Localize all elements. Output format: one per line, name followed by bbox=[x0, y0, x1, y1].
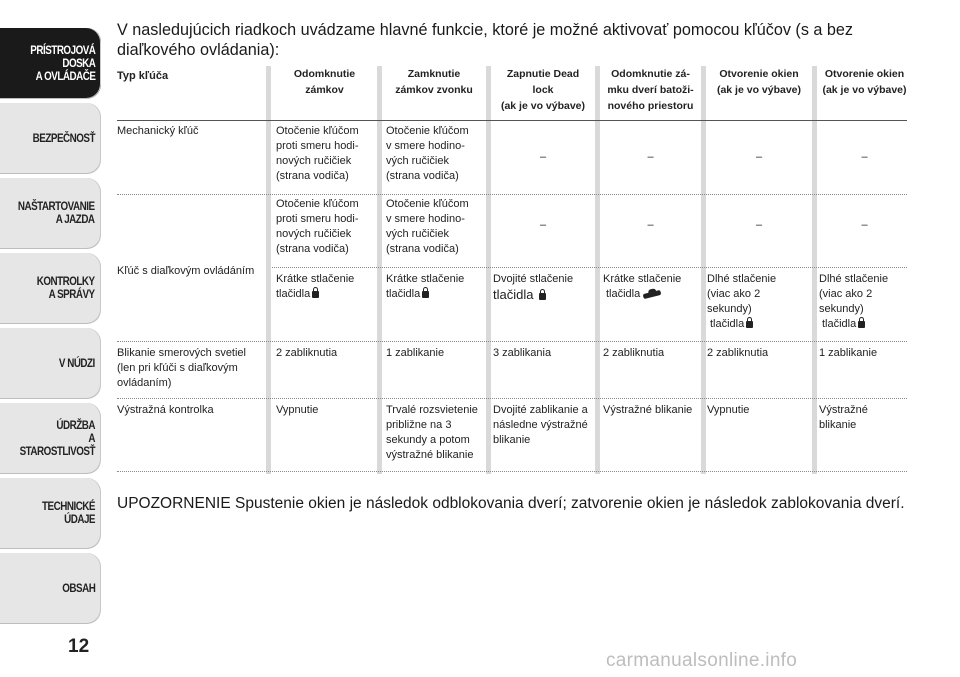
header-unlock: Odomknutie zámkov bbox=[293, 68, 356, 96]
tab-obsah[interactable]: OBSAH bbox=[0, 553, 101, 623]
row-mech-unlock: Otočenie kľúčom proti smeru hodi- nových ručičiek (strana vodiča) bbox=[276, 125, 359, 182]
padlock-icon bbox=[858, 321, 865, 328]
column-divider bbox=[701, 66, 706, 474]
row-remote-btn-win2: Dlhé stlačenie (viac ako 2 sekundy) tlačidla bbox=[819, 273, 889, 330]
row-separator bbox=[117, 398, 907, 399]
tab-v-nudzi[interactable]: V NÚDZI bbox=[0, 328, 101, 398]
tab-nastartovanie[interactable]: NAŠTARTOVANIE A JAZDA bbox=[0, 178, 101, 248]
row-blink-win2: 1 zablikanie bbox=[819, 347, 878, 359]
row-blink-deadlock: 3 zablikania bbox=[493, 347, 552, 359]
row-separator bbox=[272, 267, 907, 268]
row-mech-win2: – bbox=[861, 151, 868, 163]
row-blink-win1: 2 zabliknutia bbox=[707, 347, 769, 359]
row-remote-key-unlock: Otočenie kľúčom proti smeru hodi- nových ručičiek (strana vodiča) bbox=[276, 198, 359, 255]
padlock-icon bbox=[539, 293, 546, 300]
header-rule bbox=[117, 120, 907, 121]
tab-udrzba[interactable]: ÚDRŽBA A STAROSTLIVOSŤ bbox=[0, 403, 101, 473]
row-remote-key-trunk: – bbox=[647, 219, 654, 231]
row-remote-key-deadlock: – bbox=[539, 219, 547, 231]
row-mech-type: Mechanický kľúč bbox=[117, 125, 199, 137]
row-remote-key-win2: – bbox=[861, 219, 868, 231]
padlock-icon bbox=[312, 291, 319, 298]
intro-text: V nasledujúcich riadkoch uvádzame hlavné funkcie, ktoré je možné aktivovať pomocou kľúčov (s a bez diaľkového ovládania): bbox=[117, 21, 854, 59]
header-trunk-unlock: Odomknutie zá- mku dverí batoži- nového priestoru bbox=[607, 68, 694, 112]
row-mech-deadlock: – bbox=[539, 151, 547, 163]
tab-kontrolky[interactable]: KONTROLKY A SPRÁVY bbox=[0, 253, 101, 323]
header-windows-open-1: Otvorenie okien (ak je vo výbave) bbox=[716, 68, 802, 96]
row-warn-win2: Výstražné blikanie bbox=[819, 404, 868, 431]
row-warn-win1: Vypnutie bbox=[707, 404, 750, 416]
row-remote-type: Kľúč s diaľkovým ovládáním bbox=[117, 265, 255, 277]
row-mech-lock: Otočenie kľúčom v smere hodino- vých ručičiek (strana vodiča) bbox=[386, 125, 469, 182]
header-dead-lock: Zapnutie Dead lock (ak je vo výbave) bbox=[500, 68, 586, 112]
row-separator bbox=[117, 341, 907, 342]
row-blink-type: Blikanie smerových svetiel (len pri kľúči s diaľkovým ovládaním) bbox=[117, 347, 246, 389]
row-remote-btn-win1: Dlhé stlačenie (viac ako 2 sekundy) tlačidla bbox=[707, 273, 777, 330]
page-number: 12 bbox=[68, 636, 90, 657]
row-remote-btn-unlock: Krátke stlačenie tlačidla bbox=[276, 273, 355, 300]
header-lock-outside: Zamknutie zámkov zvonku bbox=[395, 68, 473, 96]
padlock-icon bbox=[422, 291, 429, 298]
warning-text: Spustenie okien je následok odblokovania dverí; zatvorenie okien je následok zablokovania dverí. bbox=[230, 495, 905, 512]
row-blink-unlock: 2 zabliknutia bbox=[276, 347, 338, 359]
row-remote-key-lock: Otočenie kľúčom v smere hodino- vých ručičiek (strana vodiča) bbox=[386, 198, 469, 255]
table-bottom-rule bbox=[117, 471, 907, 472]
row-remote-btn-trunk: Krátke stlačenie tlačidla bbox=[603, 273, 682, 300]
car-trunk-icon bbox=[643, 289, 661, 297]
header-windows-open-2: Otvorenie okien (ak je vo výbave) bbox=[822, 68, 907, 96]
warning-label: UPOZORNENIE bbox=[117, 495, 231, 512]
padlock-icon bbox=[746, 321, 753, 328]
row-remote-btn-deadlock: Dvojité stlačenie tlačidla bbox=[493, 273, 574, 302]
column-divider bbox=[595, 66, 600, 474]
row-blink-lock: 1 zablikanie bbox=[386, 347, 445, 359]
row-warn-type: Výstražná kontrolka bbox=[117, 404, 214, 416]
row-mech-trunk: – bbox=[647, 151, 654, 163]
watermark: carmanualsonline.info bbox=[606, 650, 798, 671]
row-warn-lock: Trvalé rozsvietenie približne na 3 sekundy a potom výstražné blikanie bbox=[386, 404, 478, 461]
tab-technicke-udaje[interactable]: TECHNICKÉ ÚDAJE bbox=[0, 478, 101, 548]
row-mech-win1: – bbox=[755, 151, 763, 163]
row-separator bbox=[117, 194, 907, 195]
column-divider bbox=[377, 66, 382, 474]
row-warn-trunk: Výstražné blikanie bbox=[603, 404, 693, 416]
row-warn-unlock: Vypnutie bbox=[276, 404, 319, 416]
row-warn-deadlock: Dvojité zablikanie a následne výstražné blikanie bbox=[493, 404, 588, 446]
warning-note bbox=[117, 494, 917, 514]
row-remote-btn-lock: Krátke stlačenie tlačidla bbox=[386, 273, 465, 300]
row-remote-key-win1: – bbox=[755, 219, 763, 231]
header-key-type: Typ kľúča bbox=[117, 70, 169, 82]
tab-bezpecnost[interactable]: BEZPEČNOSŤ bbox=[0, 103, 101, 173]
column-divider bbox=[812, 66, 817, 474]
column-divider bbox=[486, 66, 491, 474]
tab-pristrojova-doska[interactable]: PRÍSTROJOVÁ DOSKA A OVLÁDAČE bbox=[0, 28, 101, 98]
row-blink-trunk: 2 zabliknutia bbox=[603, 347, 665, 359]
